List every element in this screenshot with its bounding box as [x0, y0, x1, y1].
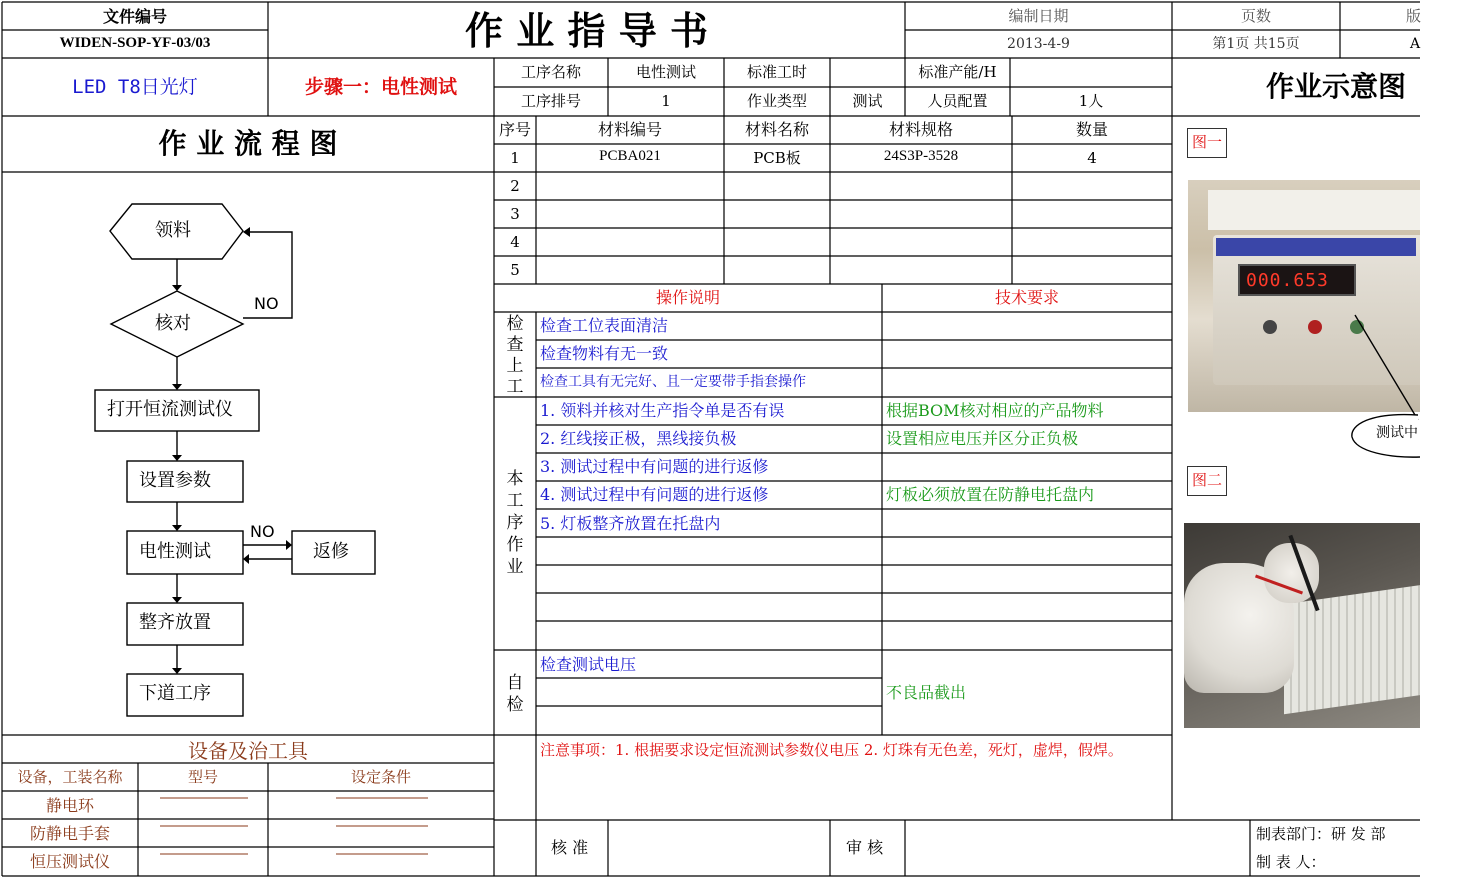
version-label: 版	[1406, 7, 1422, 25]
mat-header-code: 材料编号	[597, 120, 662, 139]
check-item-3: 检查工具有无完好、且一定要带手指套操作	[540, 374, 806, 390]
doc-no-label: 文件编号	[102, 7, 167, 26]
equip-row-1: 静电环	[45, 796, 94, 815]
mat-row-5-seq: 5	[510, 261, 520, 279]
date-value: 2013-4-9	[1007, 36, 1070, 52]
equip-header-name: 设备，工装名称	[17, 768, 123, 786]
mat-header-name: 材料名称	[744, 120, 809, 139]
dept-label: 制表部门：研 发 部	[1256, 825, 1386, 843]
approve-label: 核 准	[551, 838, 589, 857]
mat-row-1-seq: 1	[510, 149, 520, 167]
flow-title: 作 业 流 程 图	[158, 127, 338, 160]
flow-node-5: 电性测试	[139, 541, 211, 562]
diagram-title: 作业示意图	[1266, 70, 1407, 103]
flow-no-label-1: NO	[254, 294, 279, 313]
mat-header-qty: 数量	[1075, 120, 1108, 139]
process-name: 电性测试	[635, 63, 696, 81]
mat-row-2-seq: 2	[510, 177, 520, 195]
mat-row-1-name: PCB板	[753, 149, 801, 167]
self-tech: 不良品截出	[886, 683, 967, 702]
product-name: LED T8日光灯	[72, 76, 198, 98]
check-item-2: 检查物料有无一致	[540, 344, 669, 363]
mat-row-1-code: PCBA021	[599, 148, 661, 164]
check-section-label: 检查上工	[506, 314, 524, 397]
flow-node-4: 设置参数	[139, 470, 211, 491]
flow-node-6: 整齐放置	[139, 612, 211, 633]
equip-header-model: 型号	[187, 768, 218, 786]
flow-no-label-2: NO	[250, 522, 275, 541]
meter-reading: 000.653	[1246, 270, 1329, 291]
flow-node-8: 返修	[313, 541, 349, 562]
callout-text: 测试中	[1376, 425, 1418, 441]
flow-node-7: 下道工序	[139, 683, 211, 704]
flow-node-1: 领料	[155, 220, 191, 241]
date-label: 编制日期	[1008, 7, 1069, 25]
photo-hand-test	[1184, 523, 1420, 728]
flow-node-3: 打开恒流测试仪	[107, 399, 233, 420]
led-board	[1284, 582, 1420, 714]
main-item-3: 3. 测试过程中有问题的进行返修	[540, 457, 769, 476]
main-tech-2: 设置相应电压并区分正负极	[886, 429, 1079, 448]
check-item-1: 检查工位表面清洁	[540, 316, 669, 335]
mat-header-seq: 序号	[498, 120, 531, 139]
self-item-1: 检查测试电压	[540, 655, 637, 674]
mat-row-1-spec: 24S3P-3528	[883, 148, 959, 164]
main-item-4: 4. 测试过程中有问题的进行返修	[540, 485, 769, 504]
main-item-5: 5. 灯板整齐放置在托盘内	[540, 514, 721, 533]
flow-node-2: 核对	[155, 313, 191, 334]
equip-header-setting: 设定条件	[350, 768, 411, 786]
pages-label: 页数	[1240, 7, 1271, 25]
version-value: A	[1410, 36, 1421, 52]
fig1-label: 图一	[1192, 133, 1223, 151]
step-name: 步骤一：电性测试	[304, 76, 457, 98]
tech-header: 技术要求	[994, 288, 1059, 307]
mat-row-3-seq: 3	[510, 205, 520, 223]
page-title: 作 业 指 导 书	[465, 8, 708, 53]
equip-row-3: 恒压测试仪	[29, 852, 110, 871]
equipment-title: 设备及治工具	[188, 739, 308, 763]
main-item-2: 2. 红线接正极，黑线接负极	[540, 429, 737, 448]
staff: 1人	[1078, 92, 1104, 110]
mat-row-4-seq: 4	[510, 233, 520, 251]
main-section-label: 本工序作业	[506, 469, 524, 577]
main-tech-4: 灯板必须放置在防静电托盘内	[886, 485, 1095, 504]
mat-row-1-qty: 4	[1087, 149, 1097, 167]
main-item-1: 1. 领料并核对生产指令单是否有误	[540, 401, 785, 420]
main-tech-1: 根据BOM核对相应的产品物料	[886, 401, 1104, 420]
review-label: 审 核	[846, 838, 884, 857]
mat-header-spec: 材料规格	[888, 120, 953, 139]
self-check-label: 自检	[506, 673, 524, 715]
page-info: 第1页 共15页	[1212, 36, 1300, 52]
work-type: 测试	[852, 92, 883, 110]
staff-label: 人员配置	[927, 92, 988, 110]
process-name-label: 工序名称	[520, 63, 581, 81]
process-seq-label: 工序排号	[520, 92, 581, 110]
std-time-label: 标准工时	[746, 63, 807, 81]
equip-row-2: 防静电手套	[29, 824, 110, 843]
fig2-label: 图二	[1192, 471, 1223, 489]
capacity-label: 标准产能/H	[918, 63, 997, 81]
maker-label: 制 表 人：	[1256, 853, 1326, 871]
notes: 注意事项：1. 根据要求设定恒流测试参数仪电压 2. 灯珠有无色差，死灯，虚焊，假焊。	[540, 741, 1123, 759]
doc-no: WIDEN-SOP-YF-03/03	[59, 35, 211, 51]
process-seq: 1	[661, 92, 671, 110]
work-type-label: 作业类型	[746, 92, 807, 110]
op-header: 操作说明	[655, 288, 720, 307]
